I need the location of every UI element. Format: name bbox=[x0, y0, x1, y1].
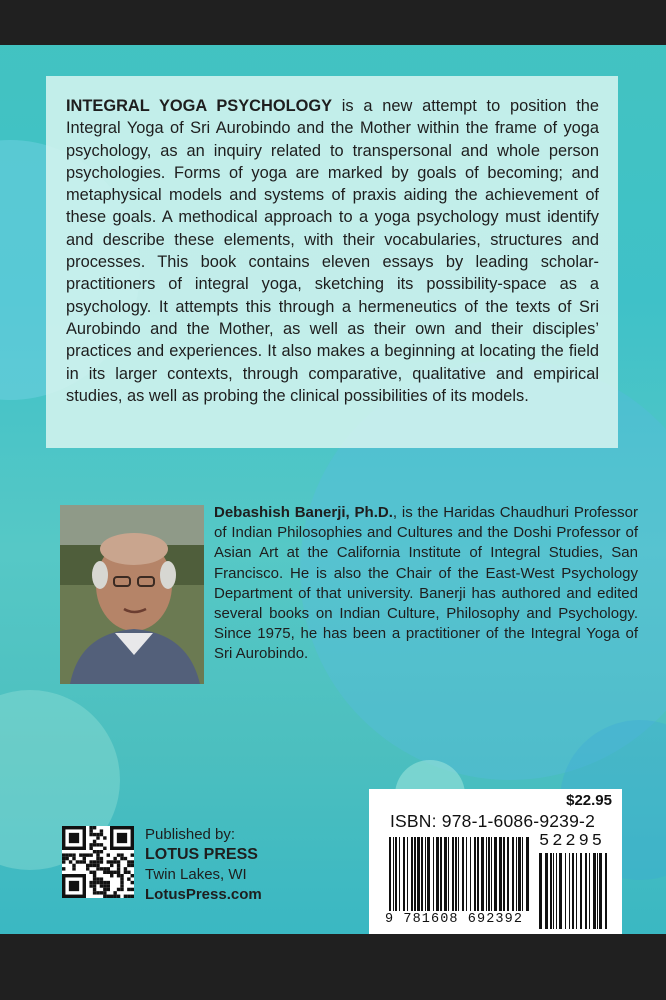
qr-code bbox=[62, 826, 134, 898]
author-photo bbox=[60, 505, 204, 684]
publisher-name: LOTUS PRESS bbox=[145, 846, 258, 863]
addon-digits: 52295 bbox=[539, 832, 606, 851]
top-dark-band bbox=[0, 0, 666, 45]
bottom-dark-band bbox=[0, 934, 666, 1000]
price-label: $22.95 bbox=[566, 792, 612, 809]
book-title: INTEGRAL YOGA PSYCHOLOGY bbox=[66, 97, 333, 115]
description-text: is a new attempt to position the Integral Yoga of Sri Aurobindo and the Mother within the frame of yoga psychology, as an inquiry related to transpersonal and whole person psychologies. Forms of yoga are marked by goals of becoming; and metaphysical models and systems of praxis aiding the achievement of these goals. A methodical approach to a yoga psychology must identify and describe these elements, with their vocabularies, structures and processes. This book contains eleven essays by leading scholar-practitioners of integral yoga, sketching its possibility-space as a psychology. It attempts this through a hermeneutics of the texts of Sri Aurobindo and the Mother, as well as their own and their disciples’ practices and experiences. It also makes a beginning at locating the field in its larger contexts, through comparative, qualitative and empirical studies, as well as probing the clinical possibilities of its models. bbox=[66, 97, 599, 405]
author-bio bbox=[214, 503, 638, 665]
book-description bbox=[66, 95, 599, 407]
barcode-digits: 9 781608 692392 bbox=[385, 912, 524, 927]
author-bio-text: , is the Haridas Chaudhuri Professor of Indian Philosophies and Cultures and the Doshi Professor of Asian Art at the California Institute of Integral Studies, San Francisco. He is also the Chair of the East-West Psychology Department of that university. Banerji has authored and edited several books on Indian Culture, Philosophy and Psychology. Since 1975, he has been a practitioner of the Integral Yoga of Sri Aurobindo. bbox=[214, 504, 639, 663]
published-by-label: Published by: bbox=[145, 826, 236, 843]
publisher-location: Twin Lakes, WI bbox=[145, 866, 247, 883]
publisher-website: LotusPress.com bbox=[145, 886, 262, 903]
barcode-panel bbox=[369, 789, 622, 934]
author-name: Debashish Banerji, Ph.D. bbox=[214, 504, 393, 521]
isbn-label: ISBN: 978-1-6086-9239-2 bbox=[390, 811, 596, 831]
